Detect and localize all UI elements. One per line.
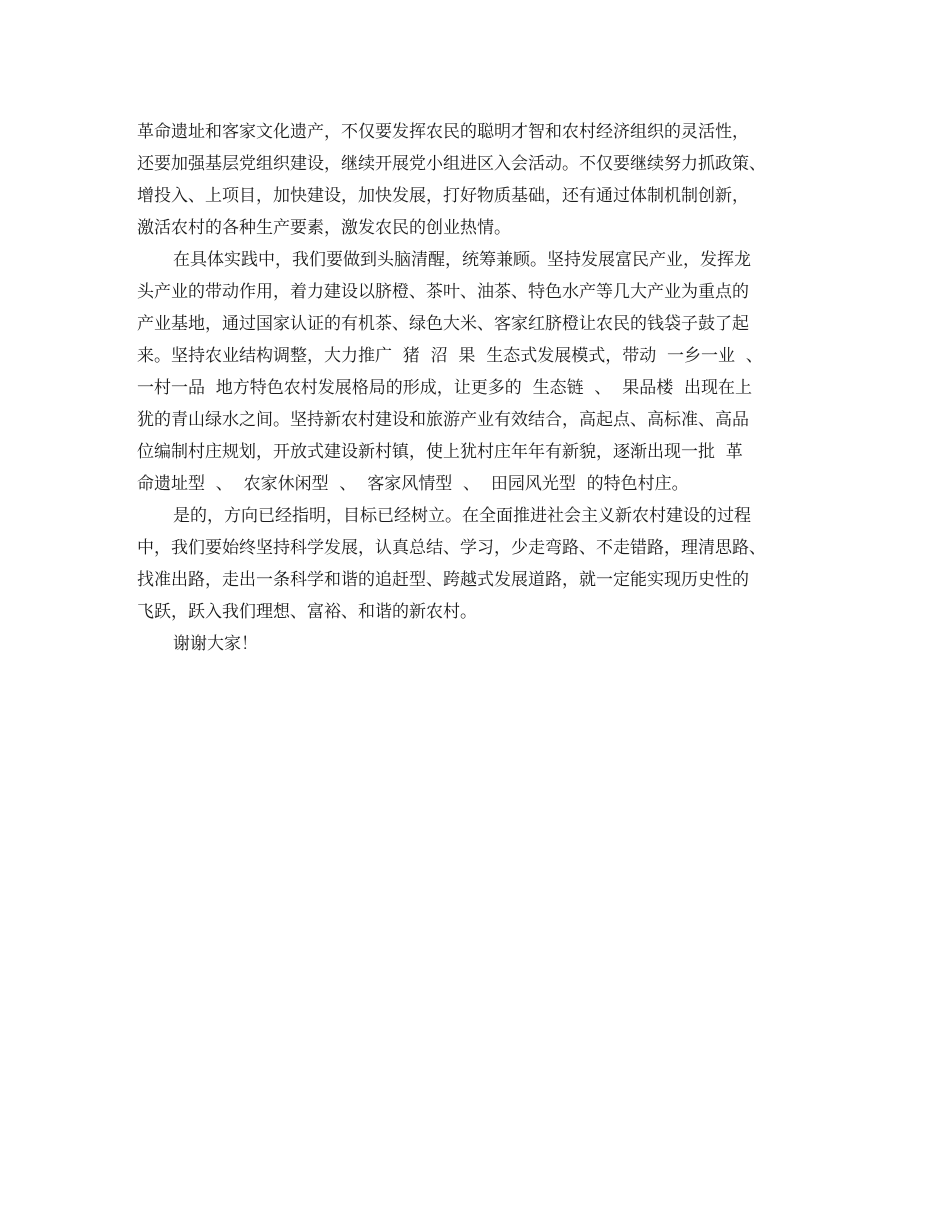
text-line: 头产业的带动作用，着力建设以脐橙、茶叶、油茶、特色水产等几大产业为重点的: [137, 282, 749, 302]
text-line: 位编制村庄规划，开放式建设新村镇，使上犹村庄年年有新貌，逐渐出现一批 革: [137, 442, 743, 462]
text-line: 一村一品 地方特色农村发展格局的形成，让更多的 生态链 、 果品楼 出现在上: [137, 378, 753, 398]
text-line: 飞跃，跃入我们理想、富裕、和谐的新农村。: [137, 602, 477, 622]
text-line: 激活农村的各种生产要素，激发农民的创业热情。: [137, 218, 511, 238]
text-line: 犹的青山绿水之间。坚持新农村建设和旅游产业有效结合，高起点、高标准、高品: [137, 410, 749, 430]
speech-body: [137, 116, 827, 660]
text-line: 还要加强基层党组织建设，继续开展党小组进区入会活动。不仅要继续努力抓政策、: [137, 154, 766, 174]
text-line: 中，我们要始终坚持科学发展，认真总结、学习，少走弯路、不走错路，理清思路、: [137, 538, 766, 558]
text-line: 增投入、上项目，加快建设，加快发展，打好物质基础，还有通过体制机制创新，: [137, 186, 749, 206]
text-line: 命遗址型 、 农家休闲型 、 客家风情型 、 田园风光型 的特色村庄。: [137, 474, 689, 494]
text-line: 找准出路，走出一条科学和谐的追赶型、跨越式发展道路，就一定能实现历史性的: [137, 570, 749, 590]
paragraph-start-line: 是的，方向已经指明，目标已经树立。在全面推进社会主义新农村建设的过程: [173, 506, 751, 526]
text-line: 来。坚持农业结构调整，大力推广 猪 沼 果 生态式发展模式，带动 一乡一业 、: [137, 346, 763, 366]
paragraph-start-line: 在具体实践中，我们要做到头脑清醒，统筹兼顾。坚持发展富民产业，发挥龙: [173, 250, 751, 270]
text-line: 革命遗址和客家文化遗产，不仅要发挥农民的聪明才智和农村经济组织的灵活性，: [137, 122, 749, 142]
closing-line: 谢谢大家！: [173, 634, 258, 654]
text-line: 产业基地，通过国家认证的有机茶、绿色大米、客家红脐橙让农民的钱袋子鼓了起: [137, 314, 749, 334]
